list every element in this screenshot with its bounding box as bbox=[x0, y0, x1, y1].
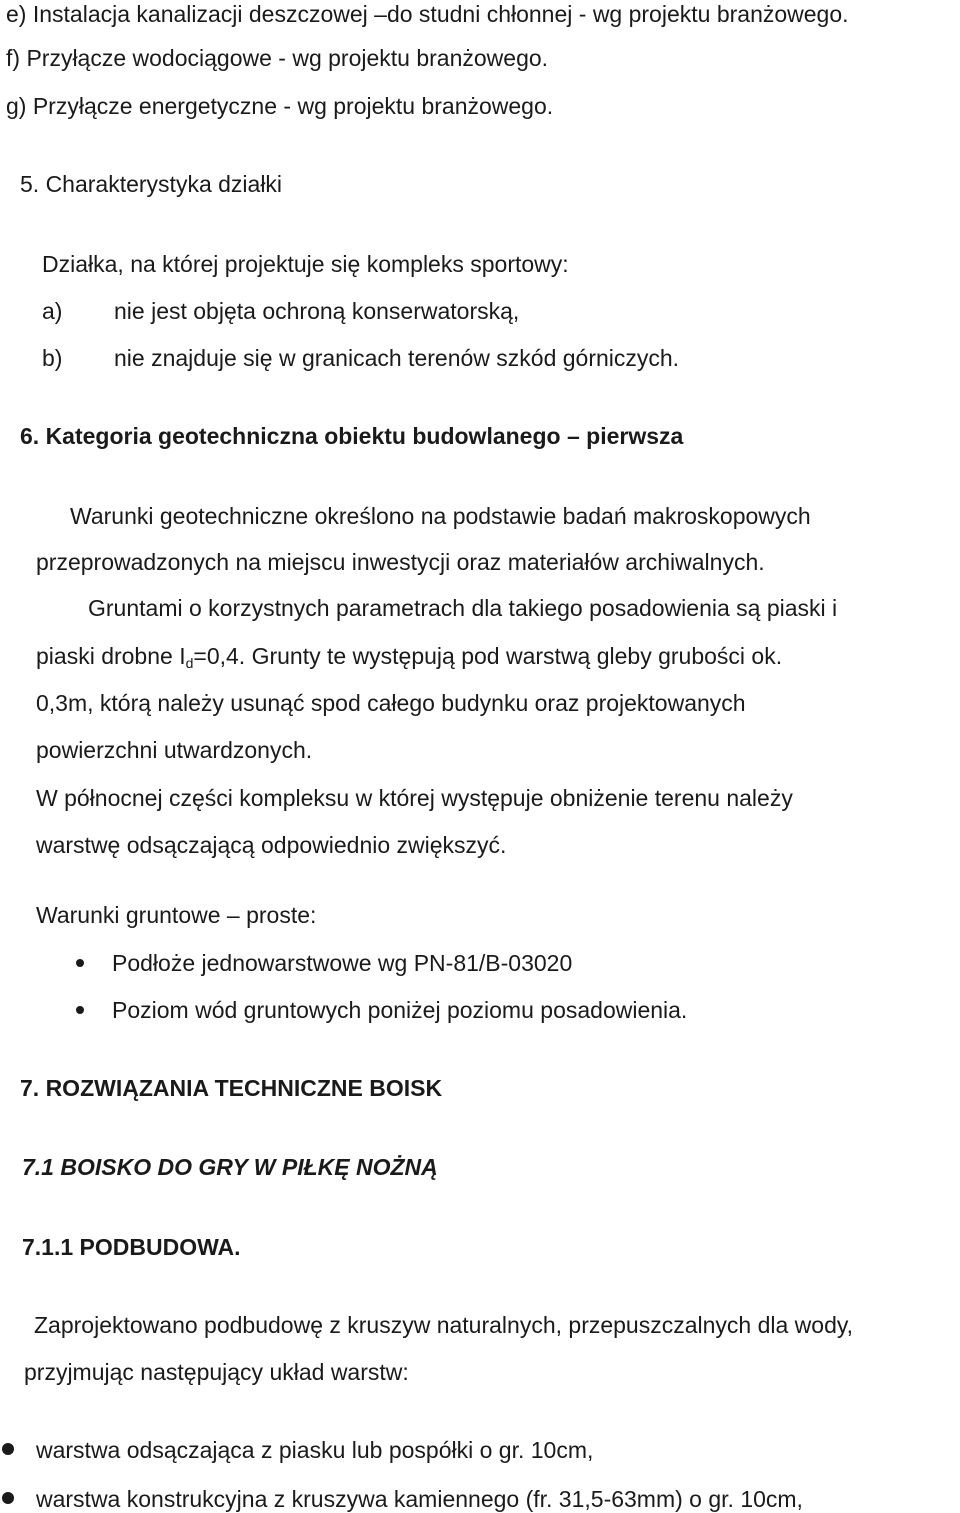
bullet-icon bbox=[2, 1443, 14, 1455]
section-6-p3-line2: warstwę odsączającą odpowiednio zwiększyć. bbox=[36, 832, 507, 858]
p2-line2-part1: piaski drobne I bbox=[36, 643, 186, 669]
section-5-item-marker-a: a) bbox=[42, 298, 63, 324]
section-6-p2-line2 bbox=[36, 642, 782, 670]
bullet-icon bbox=[2, 1492, 14, 1504]
section-5-item-a: nie jest objęta ochroną konserwatorską, bbox=[114, 298, 520, 324]
section-6-heading: 6. Kategoria geotechniczna obiektu budowlanego – pierwsza bbox=[20, 423, 684, 449]
section-7-1-heading: 7.1 BOISKO DO GRY W PIŁKĘ NOŻNĄ bbox=[22, 1154, 438, 1180]
section-5-item-marker-b: b) bbox=[42, 345, 63, 371]
section-7-heading: 7. ROZWIĄZANIA TECHNICZNE BOISK bbox=[20, 1075, 443, 1101]
section-7-p1-line2: przyjmując następujący układ warstw: bbox=[24, 1359, 409, 1385]
layer-item-2: warstwa konstrukcyjna z kruszywa kamiennego (fr. 31,5-63mm) o gr. 10cm, bbox=[36, 1486, 803, 1512]
layer-item-1: warstwa odsączająca z piasku lub pospółki o gr. 10cm, bbox=[36, 1437, 594, 1463]
list-item-f: f) Przyłącze wodociągowe - wg projektu branżowego. bbox=[6, 45, 549, 71]
section-6-p2-line4: powierzchni utwardzonych. bbox=[36, 737, 313, 763]
section-5-item-b: nie znajduje się w granicach terenów szkód górniczych. bbox=[114, 345, 680, 371]
section-6-p3-line1: W północnej części kompleksu w której występuje obniżenie terenu należy bbox=[36, 785, 793, 811]
bullet-icon bbox=[76, 1006, 84, 1014]
section-7-1-1-heading: 7.1.1 PODBUDOWA. bbox=[22, 1234, 241, 1260]
list-item-g: g) Przyłącze energetyczne - wg projektu branżowego. bbox=[6, 93, 554, 119]
soil-conditions-heading: Warunki gruntowe – proste: bbox=[36, 902, 317, 928]
soil-bullet-2: Poziom wód gruntowych poniżej poziomu posadowienia. bbox=[112, 997, 688, 1023]
section-5-heading: 5. Charakterystyka działki bbox=[20, 171, 283, 197]
section-5-intro: Działka, na której projektuje się kompleks sportowy: bbox=[42, 251, 569, 277]
list-item-e: e) Instalacja kanalizacji deszczowej –do studni chłonnej - wg projektu branżowego. bbox=[6, 1, 849, 27]
bullet-icon bbox=[76, 959, 84, 967]
soil-bullet-1: Podłoże jednowarstwowe wg PN-81/B-03020 bbox=[112, 950, 573, 976]
section-6-p1-line1: Warunki geotechniczne określono na podstawie badań makroskopowych bbox=[70, 503, 811, 529]
section-6-p1-line2: przeprowadzonych na miejscu inwestycji oraz materiałów archiwalnych. bbox=[36, 549, 765, 575]
section-6-p2-line1: Gruntami o korzystnych parametrach dla takiego posadowienia są piaski i bbox=[88, 595, 838, 621]
p2-line2-part2: =0,4. Grunty te występują pod warstwą gleby grubości ok. bbox=[193, 643, 783, 669]
section-6-p2-line3: 0,3m, którą należy usunąć spod całego budynku oraz projektowanych bbox=[36, 690, 746, 716]
section-7-p1-line1: Zaprojektowano podbudowę z kruszyw naturalnych, przepuszczalnych dla wody, bbox=[34, 1312, 854, 1338]
subscript-d: d bbox=[185, 655, 194, 671]
